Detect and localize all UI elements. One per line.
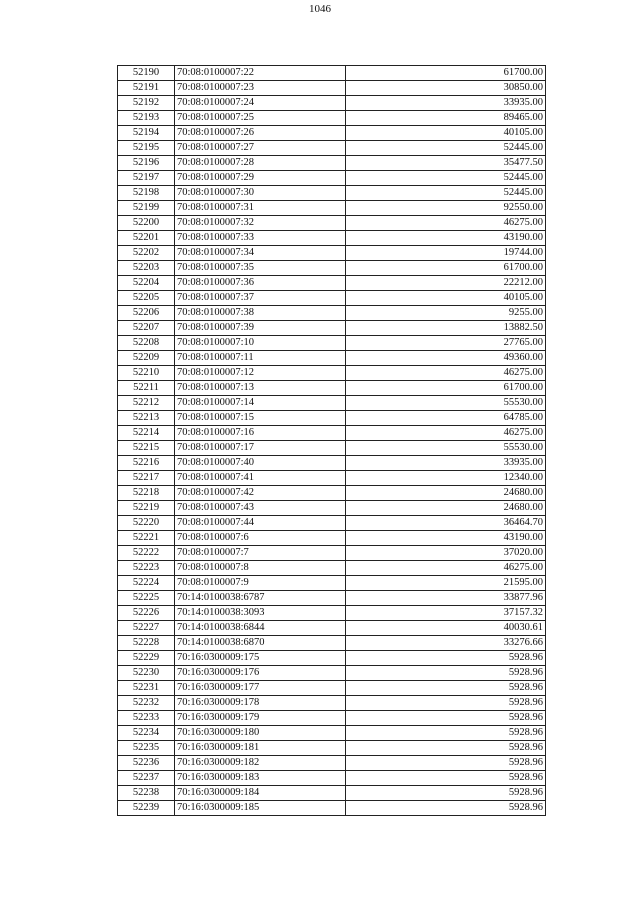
row-number-cell: 52209 (118, 351, 175, 366)
table-row (118, 801, 546, 816)
table-row (118, 171, 546, 186)
table-row (118, 216, 546, 231)
table-row (118, 666, 546, 681)
value-cell: 33276.66 (346, 636, 546, 651)
row-number-cell: 52191 (118, 81, 175, 96)
value-cell: 5928.96 (346, 786, 546, 801)
table-row (118, 636, 546, 651)
cadastral-number-cell: 70:08:0100007:7 (175, 546, 346, 561)
value-cell: 5928.96 (346, 711, 546, 726)
row-number-cell: 52214 (118, 426, 175, 441)
row-number-cell: 52234 (118, 726, 175, 741)
row-number-cell: 52226 (118, 606, 175, 621)
table-row (118, 681, 546, 696)
row-number-cell: 52210 (118, 366, 175, 381)
table-row (118, 66, 546, 81)
value-cell: 49360.00 (346, 351, 546, 366)
cadastral-number-cell: 70:08:0100007:37 (175, 291, 346, 306)
table-row (118, 426, 546, 441)
cadastral-number-cell: 70:08:0100007:26 (175, 126, 346, 141)
cadastral-number-cell: 70:08:0100007:13 (175, 381, 346, 396)
value-cell: 24680.00 (346, 486, 546, 501)
cadastral-number-cell: 70:16:0300009:175 (175, 651, 346, 666)
cadastral-number-cell: 70:08:0100007:27 (175, 141, 346, 156)
value-cell: 52445.00 (346, 171, 546, 186)
row-number-cell: 52211 (118, 381, 175, 396)
table-row (118, 261, 546, 276)
value-cell: 5928.96 (346, 681, 546, 696)
value-cell: 24680.00 (346, 501, 546, 516)
cadastral-number-cell: 70:08:0100007:36 (175, 276, 346, 291)
table-row (118, 396, 546, 411)
table-row (118, 711, 546, 726)
row-number-cell: 52203 (118, 261, 175, 276)
value-cell: 35477.50 (346, 156, 546, 171)
cadastral-number-cell: 70:16:0300009:185 (175, 801, 346, 816)
value-cell: 61700.00 (346, 381, 546, 396)
cadastral-number-cell: 70:16:0300009:181 (175, 741, 346, 756)
row-number-cell: 52237 (118, 771, 175, 786)
row-number-cell: 52206 (118, 306, 175, 321)
row-number-cell: 52221 (118, 531, 175, 546)
page-number: 1046 (309, 3, 331, 15)
cadastral-number-cell: 70:08:0100007:11 (175, 351, 346, 366)
row-number-cell: 52197 (118, 171, 175, 186)
table-row (118, 351, 546, 366)
value-cell: 36464.70 (346, 516, 546, 531)
value-cell: 92550.00 (346, 201, 546, 216)
cadastral-number-cell: 70:14:0100038:6787 (175, 591, 346, 606)
row-number-cell: 52205 (118, 291, 175, 306)
cadastral-number-cell: 70:14:0100038:6870 (175, 636, 346, 651)
table-row (118, 306, 546, 321)
table-row (118, 696, 546, 711)
value-cell: 55530.00 (346, 396, 546, 411)
cadastral-number-cell: 70:08:0100007:6 (175, 531, 346, 546)
table-row (118, 381, 546, 396)
row-number-cell: 52220 (118, 516, 175, 531)
table-row (118, 531, 546, 546)
table-row (118, 771, 546, 786)
table-row (118, 726, 546, 741)
cadastral-number-cell: 70:08:0100007:23 (175, 81, 346, 96)
row-number-cell: 52190 (118, 66, 175, 81)
row-number-cell: 52201 (118, 231, 175, 246)
table-row (118, 786, 546, 801)
value-cell: 5928.96 (346, 756, 546, 771)
cadastral-number-cell: 70:16:0300009:177 (175, 681, 346, 696)
row-number-cell: 52235 (118, 741, 175, 756)
row-number-cell: 52207 (118, 321, 175, 336)
table-row (118, 111, 546, 126)
table-row (118, 471, 546, 486)
value-cell: 9255.00 (346, 306, 546, 321)
cadastral-number-cell: 70:08:0100007:8 (175, 561, 346, 576)
cadastral-number-cell: 70:08:0100007:35 (175, 261, 346, 276)
value-cell: 55530.00 (346, 441, 546, 456)
row-number-cell: 52219 (118, 501, 175, 516)
row-number-cell: 52230 (118, 666, 175, 681)
value-cell: 33935.00 (346, 456, 546, 471)
cadastral-number-cell: 70:08:0100007:38 (175, 306, 346, 321)
cadastral-number-cell: 70:08:0100007:14 (175, 396, 346, 411)
cadastral-number-cell: 70:08:0100007:17 (175, 441, 346, 456)
table-row (118, 96, 546, 111)
value-cell: 46275.00 (346, 366, 546, 381)
row-number-cell: 52236 (118, 756, 175, 771)
table-row (118, 231, 546, 246)
value-cell: 5928.96 (346, 651, 546, 666)
row-number-cell: 52192 (118, 96, 175, 111)
row-number-cell: 52212 (118, 396, 175, 411)
value-cell: 13882.50 (346, 321, 546, 336)
table-row (118, 126, 546, 141)
row-number-cell: 52229 (118, 651, 175, 666)
table-row (118, 741, 546, 756)
cadastral-number-cell: 70:08:0100007:33 (175, 231, 346, 246)
row-number-cell: 52194 (118, 126, 175, 141)
table-row (118, 411, 546, 426)
value-cell: 27765.00 (346, 336, 546, 351)
value-cell: 37157.32 (346, 606, 546, 621)
cadastral-number-cell: 70:08:0100007:10 (175, 336, 346, 351)
value-cell: 33935.00 (346, 96, 546, 111)
cadastral-number-cell: 70:14:0100038:3093 (175, 606, 346, 621)
cadastral-number-cell: 70:08:0100007:30 (175, 186, 346, 201)
value-cell: 43190.00 (346, 531, 546, 546)
cadastral-number-cell: 70:08:0100007:44 (175, 516, 346, 531)
table-row (118, 621, 546, 636)
row-number-cell: 52200 (118, 216, 175, 231)
cadastral-number-cell: 70:08:0100007:42 (175, 486, 346, 501)
row-number-cell: 52199 (118, 201, 175, 216)
cadastral-number-cell: 70:08:0100007:28 (175, 156, 346, 171)
row-number-cell: 52198 (118, 186, 175, 201)
cadastral-number-cell: 70:16:0300009:180 (175, 726, 346, 741)
value-cell: 46275.00 (346, 216, 546, 231)
table-row (118, 651, 546, 666)
row-number-cell: 52224 (118, 576, 175, 591)
value-cell: 89465.00 (346, 111, 546, 126)
cadastral-number-cell: 70:08:0100007:32 (175, 216, 346, 231)
row-number-cell: 52217 (118, 471, 175, 486)
value-cell: 5928.96 (346, 666, 546, 681)
cadastral-number-cell: 70:08:0100007:40 (175, 456, 346, 471)
table-row (118, 561, 546, 576)
cadastral-number-cell: 70:16:0300009:179 (175, 711, 346, 726)
value-cell: 37020.00 (346, 546, 546, 561)
value-cell: 21595.00 (346, 576, 546, 591)
table-row (118, 141, 546, 156)
cadastral-number-cell: 70:16:0300009:178 (175, 696, 346, 711)
value-cell: 64785.00 (346, 411, 546, 426)
table-row (118, 546, 546, 561)
table-row (118, 501, 546, 516)
table-row (118, 276, 546, 291)
value-cell: 12340.00 (346, 471, 546, 486)
cadastral-number-cell: 70:16:0300009:184 (175, 786, 346, 801)
table-row (118, 456, 546, 471)
table-row (118, 606, 546, 621)
table-row (118, 156, 546, 171)
cadastral-number-cell: 70:14:0100038:6844 (175, 621, 346, 636)
table-row (118, 576, 546, 591)
value-cell: 43190.00 (346, 231, 546, 246)
cadastral-number-cell: 70:08:0100007:39 (175, 321, 346, 336)
value-cell: 5928.96 (346, 741, 546, 756)
value-cell: 52445.00 (346, 186, 546, 201)
row-number-cell: 52216 (118, 456, 175, 471)
cadastral-number-cell: 70:08:0100007:25 (175, 111, 346, 126)
cadastral-number-cell: 70:08:0100007:43 (175, 501, 346, 516)
table-row (118, 321, 546, 336)
row-number-cell: 52239 (118, 801, 175, 816)
row-number-cell: 52213 (118, 411, 175, 426)
table-row (118, 516, 546, 531)
table-row (118, 81, 546, 96)
value-cell: 61700.00 (346, 261, 546, 276)
row-number-cell: 52223 (118, 561, 175, 576)
row-number-cell: 52202 (118, 246, 175, 261)
row-number-cell: 52208 (118, 336, 175, 351)
value-cell: 40105.00 (346, 126, 546, 141)
cadastral-number-cell: 70:08:0100007:29 (175, 171, 346, 186)
table-row (118, 246, 546, 261)
table-row (118, 441, 546, 456)
cadastral-number-cell: 70:16:0300009:176 (175, 666, 346, 681)
cadastral-number-cell: 70:08:0100007:24 (175, 96, 346, 111)
cadastral-number-cell: 70:08:0100007:12 (175, 366, 346, 381)
value-cell: 33877.96 (346, 591, 546, 606)
value-cell: 52445.00 (346, 141, 546, 156)
value-cell: 61700.00 (346, 66, 546, 81)
row-number-cell: 52215 (118, 441, 175, 456)
table-row (118, 336, 546, 351)
table-row (118, 291, 546, 306)
value-cell: 5928.96 (346, 726, 546, 741)
row-number-cell: 52222 (118, 546, 175, 561)
cadastral-number-cell: 70:08:0100007:9 (175, 576, 346, 591)
row-number-cell: 52238 (118, 786, 175, 801)
cadastral-number-cell: 70:08:0100007:41 (175, 471, 346, 486)
row-number-cell: 52225 (118, 591, 175, 606)
table-row (118, 486, 546, 501)
value-cell: 40030.61 (346, 621, 546, 636)
value-cell: 5928.96 (346, 696, 546, 711)
table-row (118, 201, 546, 216)
table-row (118, 366, 546, 381)
value-cell: 30850.00 (346, 81, 546, 96)
row-number-cell: 52195 (118, 141, 175, 156)
row-number-cell: 52231 (118, 681, 175, 696)
value-cell: 46275.00 (346, 561, 546, 576)
row-number-cell: 52227 (118, 621, 175, 636)
value-cell: 46275.00 (346, 426, 546, 441)
value-cell: 40105.00 (346, 291, 546, 306)
row-number-cell: 52193 (118, 111, 175, 126)
value-cell: 5928.96 (346, 771, 546, 786)
value-cell: 5928.96 (346, 801, 546, 816)
cadastral-number-cell: 70:08:0100007:16 (175, 426, 346, 441)
cadastral-number-cell: 70:08:0100007:15 (175, 411, 346, 426)
row-number-cell: 52204 (118, 276, 175, 291)
row-number-cell: 52218 (118, 486, 175, 501)
row-number-cell: 52232 (118, 696, 175, 711)
cadastral-number-cell: 70:08:0100007:34 (175, 246, 346, 261)
row-number-cell: 52228 (118, 636, 175, 651)
table-row (118, 186, 546, 201)
value-cell: 22212.00 (346, 276, 546, 291)
value-cell: 19744.00 (346, 246, 546, 261)
row-number-cell: 52233 (118, 711, 175, 726)
table-row (118, 756, 546, 771)
table-row (118, 591, 546, 606)
table-body (118, 66, 546, 816)
cadastral-number-cell: 70:08:0100007:31 (175, 201, 346, 216)
row-number-cell: 52196 (118, 156, 175, 171)
cadastral-number-cell: 70:16:0300009:182 (175, 756, 346, 771)
cadastral-number-cell: 70:08:0100007:22 (175, 66, 346, 81)
cadastral-number-cell: 70:16:0300009:183 (175, 771, 346, 786)
cadastral-value-table (117, 65, 546, 816)
